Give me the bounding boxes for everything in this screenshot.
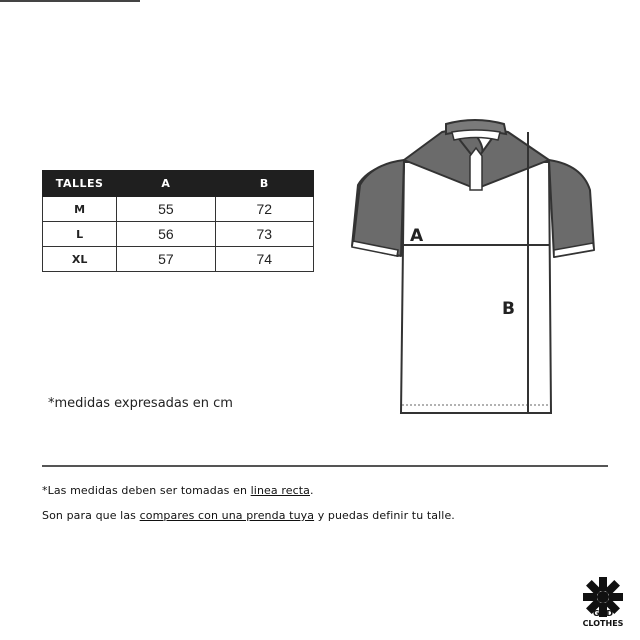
size-cell: M (43, 197, 117, 222)
right-sleeve-shape (549, 160, 594, 257)
left-sleeve-shape (353, 160, 404, 256)
units-note: *medidas expresadas en cm (48, 396, 233, 411)
instruction-2-emphasis: compares con una prenda tuya (139, 509, 315, 522)
measure-b-cell: 72 (215, 197, 313, 222)
brand-name-line-1: GOD (592, 609, 613, 618)
instruction-1-suffix: . (309, 484, 314, 497)
label-a: A (410, 226, 424, 246)
measure-b-cell: 73 (215, 222, 313, 247)
size-cell: L (43, 222, 117, 247)
size-cell: XL (43, 247, 117, 272)
placket (470, 148, 482, 190)
instruction-2-prefix: Son para que las (42, 509, 140, 522)
header-a: A (117, 171, 215, 197)
instruction-2-suffix: y puedas definir tu talle. (314, 509, 455, 522)
table-row (43, 222, 314, 247)
header-b: B (215, 171, 313, 197)
section-divider (42, 465, 608, 467)
table-row (43, 197, 314, 222)
top-rule (0, 0, 140, 2)
size-chart-table (42, 170, 314, 272)
instruction-1-emphasis: linea recta (250, 484, 310, 497)
measure-a-cell: 57 (117, 247, 215, 272)
measure-b-cell: 74 (215, 247, 313, 272)
measure-a-cell: 56 (117, 222, 215, 247)
header-talles: TALLES (43, 171, 117, 197)
shirt-diagram (340, 110, 610, 430)
table-row (43, 247, 314, 272)
instruction-line-1 (42, 484, 314, 497)
measure-a-cell: 55 (117, 197, 215, 222)
table-header-row (43, 171, 314, 197)
label-b: B (502, 299, 515, 319)
instruction-line-2 (42, 509, 455, 522)
brand-name-line-2: CLOTHES (582, 619, 624, 628)
instruction-1-prefix: *Las medidas deben ser tomadas en (42, 484, 251, 497)
